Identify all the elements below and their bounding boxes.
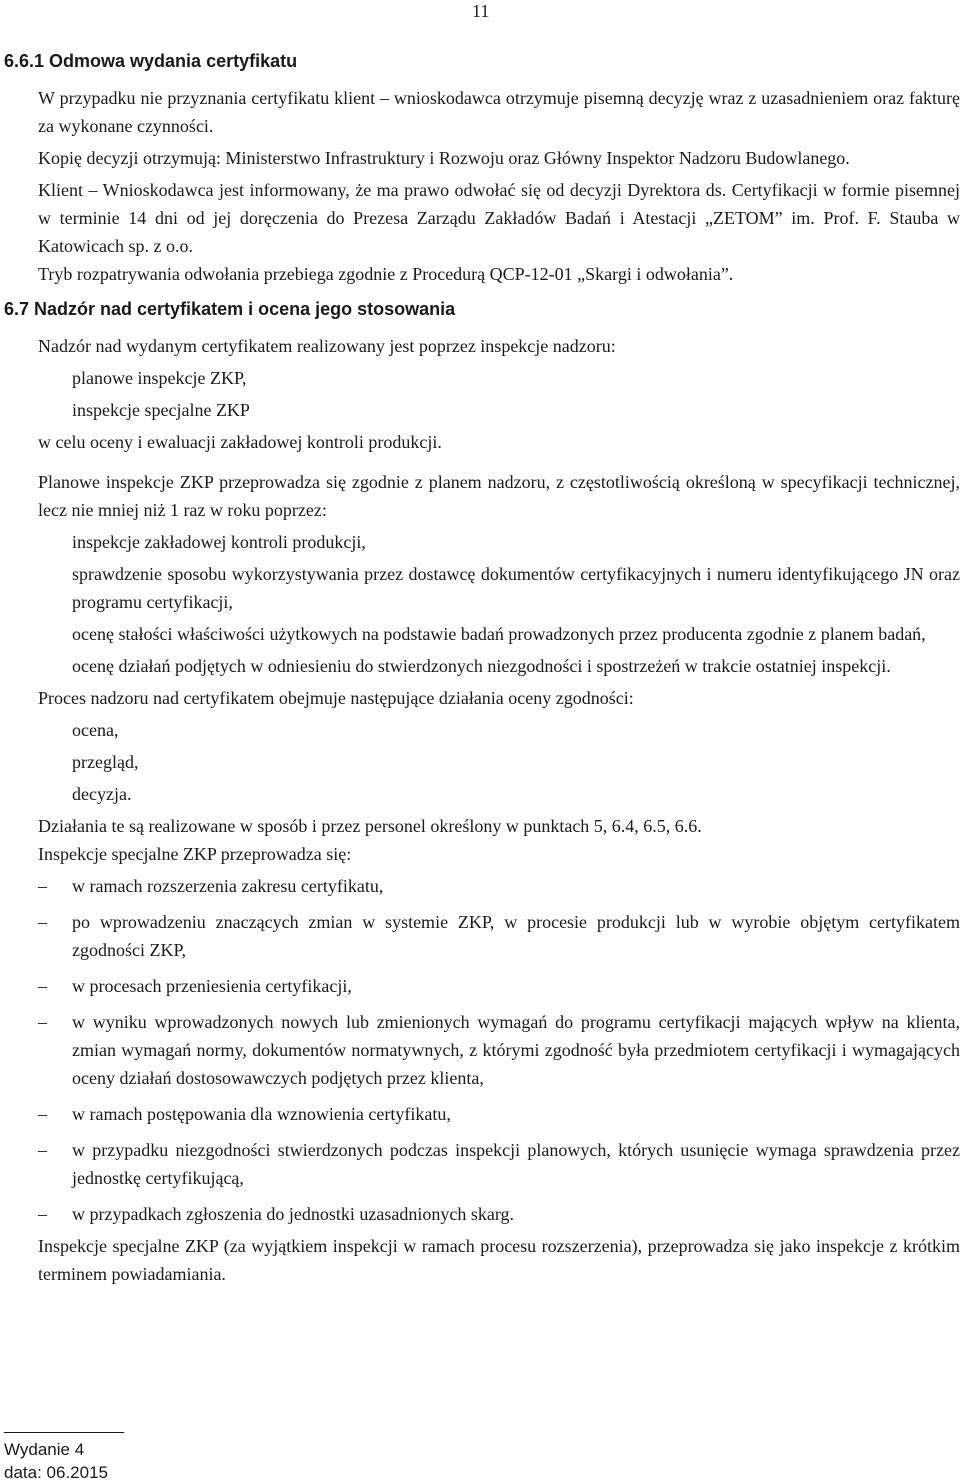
list-item: ocena, [72,720,119,740]
dash-list-item [38,1200,960,1228]
section-heading-6-7: 6.7 Nadzór nad certyfikatem i ocena jego stosowania [4,299,456,319]
paragraph-appeal-right: Klient – Wnioskodawca jest informowany, że ma prawo odwołać się od decyzji Dyrektora ds. Certyfikacji w formie pisemnej w terminie 14 dni od jej doręczenia do Prezesa Zarządu Zakładów Badań i Atestacji „ZETOM” im. Prof. F. Stauba w Katowicach sp. z o.o. [38,180,960,256]
paragraph-evaluation-purpose: w celu oceny i ewaluacji zakładowej kontroli produkcji. [38,432,442,452]
paragraph-special-closing: Inspekcje specjalne ZKP (za wyjątkiem inspekcji w ramach procesu rozszerzenia), przeprowadza się jako inspekcje z krótkim terminem powiadamiania. [38,1236,960,1284]
paragraph-process-intro: Proces nadzoru nad certyfikatem obejmuje następujące działania oceny zgodności: [38,688,634,708]
list-item-text: w przypadku niezgodności stwierdzonych podczas inspekcji planowych, których usunięcie wymaga sprawdzenia przez jednostkę certyfikującą, [72,1140,960,1188]
dash-bullet: – [38,876,47,896]
paragraph-special-intro: Inspekcje specjalne ZKP przeprowadza się: [38,844,352,864]
dash-bullet: – [38,1140,47,1160]
list-item-text: w wyniku wprowadzonych nowych lub zmienionych wymagań do programu certyfikacji mających wpływ na klienta, zmian wymagań normy, dokumentów normatywnych, z którymi zgodność była przedmiotem certyfikacji i wymagających oceny działań dostosowawczych podjętych przez klienta, [72,1012,960,1088]
list-item-text: w ramach rozszerzenia zakresu certyfikatu, [72,876,384,896]
dash-list-item [38,972,960,1000]
list-item-text: w procesach przeniesienia certyfikacji, [72,976,352,996]
paragraph-supervision-intro: Nadzór nad wydanym certyfikatem realizowany jest poprzez inspekcje nadzoru: [38,336,616,356]
list-item: decyzja. [72,784,132,804]
dash-list-item [38,1008,960,1092]
list-item-text: w przypadkach zgłoszenia do jednostki uzasadnionych skarg. [72,1204,515,1224]
list-item: ocenę działań podjętych w odniesieniu do stwierdzonych niezgodności i spostrzeżeń w trakcie ostatniej inspekcji. [72,656,891,676]
list-item: inspekcje zakładowej kontroli produkcji, [72,532,366,552]
section-heading-6-6-1: 6.6.1 Odmowa wydania certyfikatu [4,51,298,71]
page-number: 11 [472,1,490,21]
dash-bullet: – [38,1204,47,1224]
dash-list-item [38,872,960,900]
footer-divider [4,1432,124,1433]
paragraph-decision-recipients: Kopię decyzji otrzymują: Ministerstwo Infrastruktury i Rozwoju oraz Główny Inspektor Nadzoru Budowlanego. [38,148,850,168]
dash-list-item [38,1136,960,1192]
list-item: ocenę stałości właściwości użytkowych na podstawie badań prowadzonych przez producenta zgodnie z planem badań, [72,624,926,644]
list-item: przegląd, [72,752,139,772]
paragraph-actions-note: Działania te są realizowane w sposób i przez personel określony w punktach 5, 6.4, 6.5, 6.6. [38,816,702,836]
dash-bullet: – [38,1012,47,1032]
dash-bullet: – [38,912,47,932]
edition-label: Wydanie 4 [4,1440,85,1459]
dash-list-item [38,1100,960,1128]
dash-bullet: – [38,1104,47,1124]
edition-date: data: 06.2015 [4,1463,108,1482]
dash-list-item [38,908,960,964]
paragraph-planned-inspections: Planowe inspekcje ZKP przeprowadza się zgodnie z planem nadzoru, z częstotliwością określoną w specyfikacji technicznej, lecz nie mniej niż 1 raz w roku poprzez: [38,472,960,520]
document-body [4,48,960,1288]
list-item-text: w ramach postępowania dla wznowienia certyfikatu, [72,1104,451,1124]
paragraph-appeal-procedure: Tryb rozpatrywania odwołania przebiega zgodnie z Procedurą QCP-12-01 „Skargi i odwołania”. [38,264,734,284]
paragraph-refusal-decision: W przypadku nie przyznania certyfikatu klient – wnioskodawca otrzymuje pisemną decyzję wraz z uzasadnieniem oraz fakturę za wykonane czynności. [38,88,960,136]
list-item: planowe inspekcje ZKP, [72,368,247,388]
list-item-text: po wprowadzeniu znaczących zmian w systemie ZKP, w procesie produkcji lub w wyrobie objętym certyfikatem zgodności ZKP, [72,912,960,960]
list-item: inspekcje specjalne ZKP [72,400,250,420]
list-item: sprawdzenie sposobu wykorzystywania przez dostawcę dokumentów certyfikacyjnych i numeru identyfikującego JN oraz programu certyfikacji, [72,564,960,612]
dash-bullet: – [38,976,47,996]
footer [4,1438,108,1484]
